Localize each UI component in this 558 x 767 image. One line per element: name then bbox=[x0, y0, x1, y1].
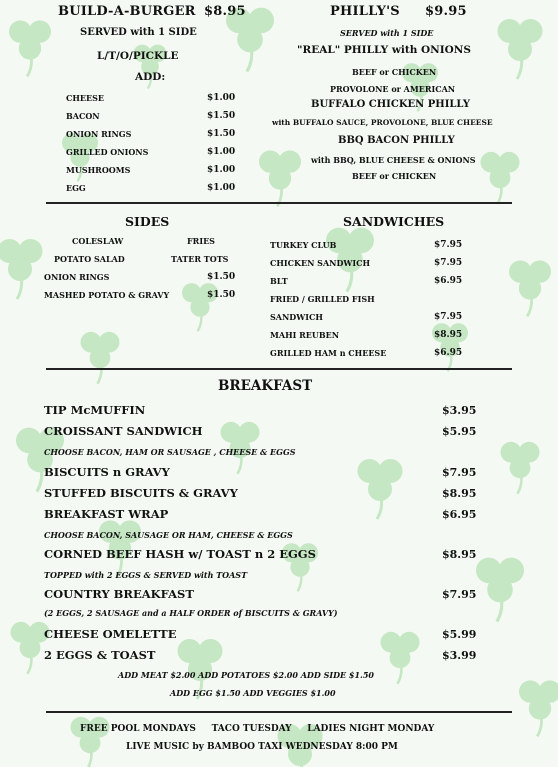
croissant-sandwich: CROISSANT SANDWICH bbox=[44, 424, 203, 438]
tip-mcmuffin-price: $3.95 bbox=[442, 404, 477, 417]
country-price: $7.95 bbox=[442, 588, 477, 601]
buffalo-title: BUFFALO CHICKEN PHILLY bbox=[311, 99, 470, 110]
sandwich-name: BLT bbox=[270, 276, 288, 286]
breakfast-addons-1: ADD MEAT $2.00 ADD POTATOES $2.00 ADD SIDE $1.50 bbox=[118, 670, 374, 680]
sandwich-name: GRILLED HAM n CHEESE bbox=[270, 348, 387, 358]
croissant-desc: CHOOSE BACON, HAM OR SAUSAGE , CHEESE & EGGS bbox=[44, 447, 296, 457]
bbq-title: BBQ BACON PHILLY bbox=[338, 135, 455, 146]
sandwich-price: $7.95 bbox=[434, 258, 463, 268]
country-breakfast: COUNTRY BREAKFAST bbox=[44, 587, 194, 601]
sandwich-price: $6.95 bbox=[434, 276, 463, 286]
country-desc: (2 EGGS, 2 SAUSAGE and a HALF ORDER of BISCUITS & GRAVY) bbox=[44, 608, 338, 618]
addon-price: $1.00 bbox=[207, 147, 236, 157]
philly-real: "REAL" PHILLY with ONIONS bbox=[297, 44, 471, 56]
stuffed-price: $8.95 bbox=[442, 487, 477, 500]
side-onion-rings: ONION RINGS bbox=[44, 272, 110, 282]
stuffed-biscuits: STUFFED BISCUITS & GRAVY bbox=[44, 486, 238, 500]
burger-ltop: L/T/O/PICKLE bbox=[97, 50, 179, 62]
sandwich-name: CHICKEN SANDWICH bbox=[270, 258, 371, 268]
addon-price: $1.50 bbox=[207, 129, 236, 139]
breakfast-wrap: BREAKFAST WRAP bbox=[44, 507, 169, 521]
addon-price: $1.00 bbox=[207, 183, 236, 193]
burger-add-label: ADD: bbox=[135, 71, 166, 83]
eggs-price: $3.99 bbox=[442, 649, 477, 662]
divider bbox=[46, 711, 512, 713]
philly-price: $9.95 bbox=[425, 4, 467, 19]
sides-title: SIDES bbox=[125, 214, 170, 229]
hash-desc: TOPPED with 2 EGGS & SERVED with TOAST bbox=[44, 570, 248, 580]
side-onion-rings-price: $1.50 bbox=[207, 272, 236, 282]
corned-beef-hash: CORNED BEEF HASH w/ TOAST n 2 EGGS bbox=[44, 547, 316, 561]
philly-served: SERVED with 1 SIDE bbox=[340, 28, 434, 38]
addon-name: ONION RINGS bbox=[66, 129, 132, 139]
addon-name: MUSHROOMS bbox=[66, 165, 131, 175]
addon-name: BACON bbox=[66, 111, 100, 121]
croissant-price: $5.95 bbox=[442, 425, 477, 438]
sandwich-price: $7.95 bbox=[434, 240, 463, 250]
wrap-desc: CHOOSE BACON, SAUSAGE OR HAM, CHEESE & EGGS bbox=[44, 530, 293, 540]
sandwiches-title: SANDWICHES bbox=[343, 214, 445, 229]
eggs-toast: 2 EGGS & TOAST bbox=[44, 648, 156, 662]
hash-price: $8.95 bbox=[442, 548, 477, 561]
breakfast-addons-2: ADD EGG $1.50 ADD VEGGIES $1.00 bbox=[170, 688, 336, 698]
wrap-price: $6.95 bbox=[442, 508, 477, 521]
addon-price: $1.50 bbox=[207, 111, 236, 121]
addon-name: CHEESE bbox=[66, 93, 104, 103]
philly-title: PHILLY'S bbox=[330, 4, 400, 19]
bbq-desc: with BBQ, BLUE CHEESE & ONIONS bbox=[311, 155, 476, 165]
sandwich-name: FRIED / GRILLED FISH bbox=[270, 294, 375, 304]
philly-meat: BEEF or CHICKEN bbox=[352, 67, 437, 77]
bbq-meat: BEEF or CHICKEN bbox=[352, 171, 437, 181]
biscuits-price: $7.95 bbox=[442, 466, 477, 479]
footer-live-music: LIVE MUSIC by BAMBOO TAXI WEDNESDAY 8:00 PM bbox=[126, 742, 398, 752]
side-tater-tots: TATER TOTS bbox=[171, 254, 229, 264]
sandwich-name: MAHI REUBEN bbox=[270, 330, 340, 340]
addon-name: GRILLED ONIONS bbox=[66, 147, 149, 157]
sandwich-name: SANDWICH bbox=[270, 312, 323, 322]
addon-price: $1.00 bbox=[207, 93, 236, 103]
divider bbox=[46, 368, 512, 370]
side-mashed-price: $1.50 bbox=[207, 290, 236, 300]
side-potato-salad: POTATO SALAD bbox=[54, 254, 125, 264]
cheese-omelette: CHEESE OMELETTE bbox=[44, 627, 177, 641]
sandwich-price: $6.95 bbox=[434, 348, 463, 358]
burger-served: SERVED with 1 SIDE bbox=[80, 27, 197, 38]
sandwich-price: $8.95 bbox=[434, 330, 463, 340]
burger-price: $8.95 bbox=[204, 4, 246, 19]
breakfast-title: BREAKFAST bbox=[218, 378, 313, 394]
side-fries: FRIES bbox=[187, 236, 215, 246]
side-coleslaw: COLESLAW bbox=[72, 236, 124, 246]
sandwich-name: TURKEY CLUB bbox=[270, 240, 337, 250]
philly-cheese: PROVOLONE or AMERICAN bbox=[330, 84, 456, 94]
divider bbox=[46, 202, 512, 204]
addon-price: $1.00 bbox=[207, 165, 236, 175]
footer-events: FREE POOL MONDAYS TACO TUESDAY LADIES NIGHT MONDAY bbox=[80, 724, 435, 734]
burger-title: BUILD-A-BURGER bbox=[58, 4, 196, 19]
biscuits-gravy: BISCUITS n GRAVY bbox=[44, 465, 170, 479]
addon-name: EGG bbox=[66, 183, 86, 193]
buffalo-desc: with BUFFALO SAUCE, PROVOLONE, BLUE CHEESE bbox=[272, 118, 493, 127]
tip-mcmuffin: TIP McMUFFIN bbox=[44, 403, 146, 417]
side-mashed: MASHED POTATO & GRAVY bbox=[44, 290, 170, 300]
omelette-price: $5.99 bbox=[442, 628, 477, 641]
sandwich-price: $7.95 bbox=[434, 312, 463, 322]
